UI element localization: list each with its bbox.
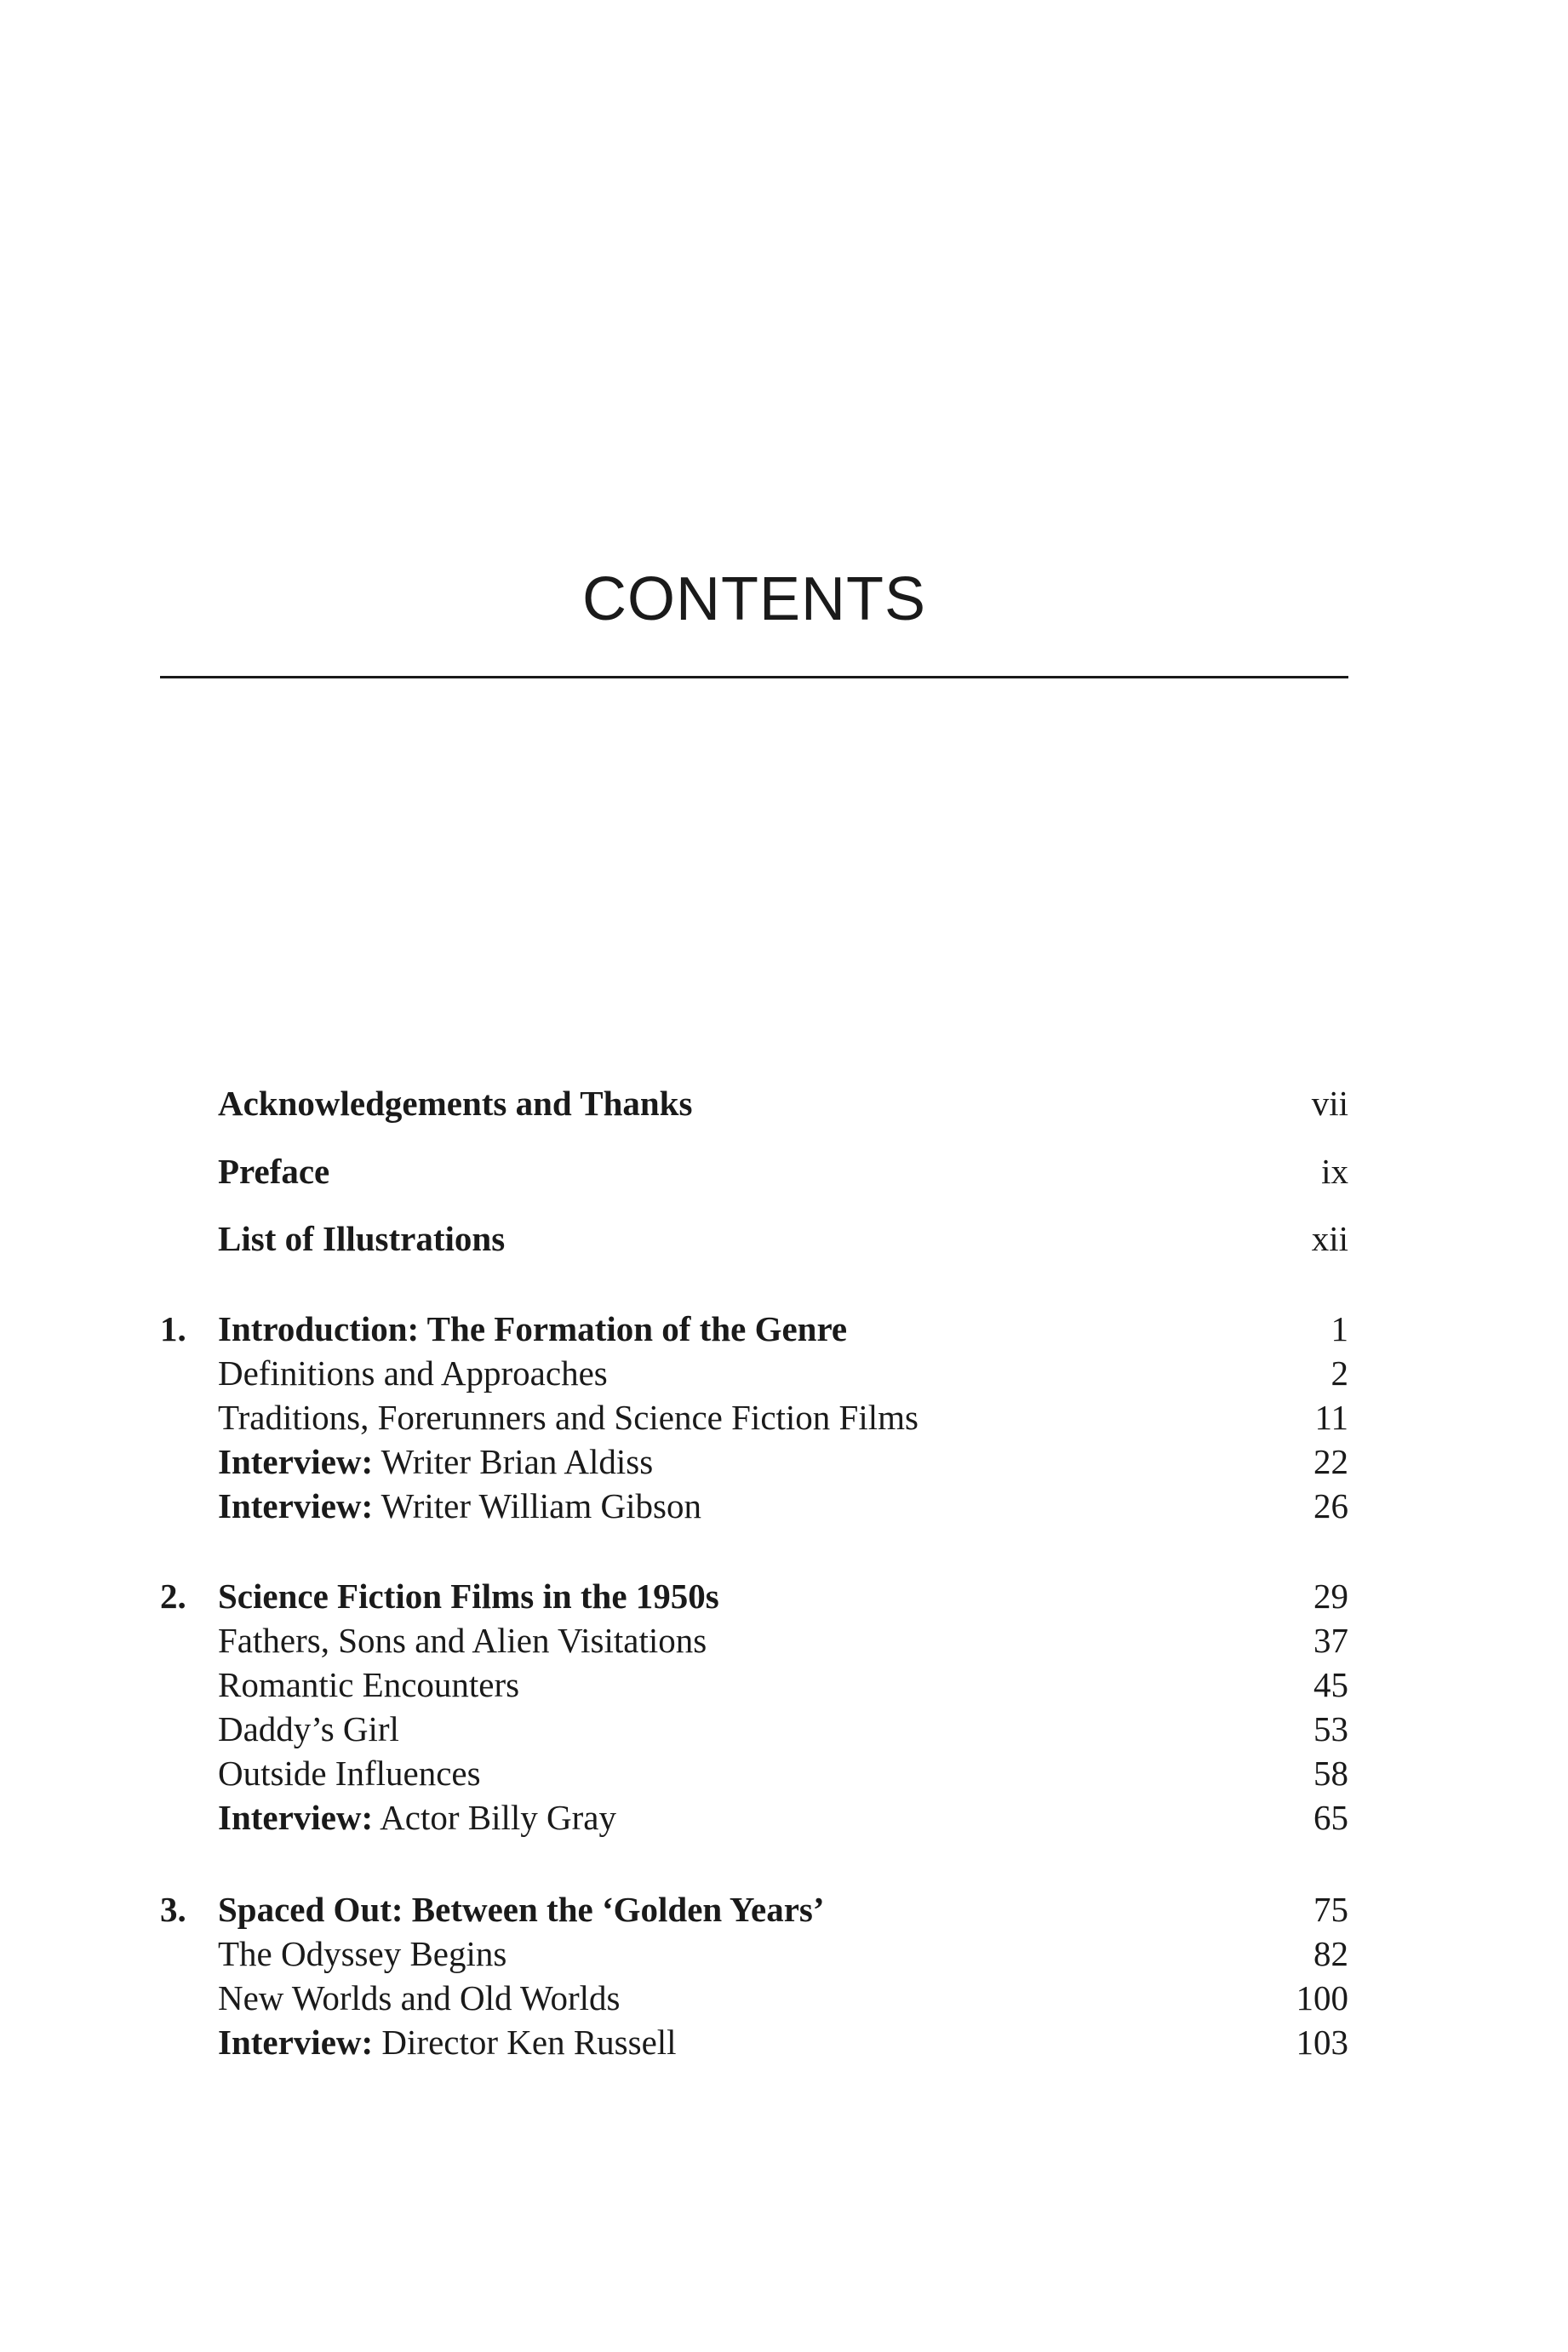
table-of-contents: [160, 0, 1348, 2352]
section-label: Daddy’s Girl: [218, 1709, 399, 1748]
toc-section-interview[interactable]: [160, 1439, 1348, 1484]
chapter-page: 75: [1313, 1890, 1348, 1929]
toc-entry-label: List of Illustrations: [218, 1219, 506, 1258]
toc-section[interactable]: [160, 1662, 1348, 1707]
section-page: 26: [1313, 1486, 1348, 1525]
section-page: 58: [1313, 1754, 1348, 1793]
toc-section[interactable]: [160, 1931, 1348, 1976]
section-label: Interview: Writer William Gibson: [218, 1486, 701, 1525]
section-label: Traditions, Forerunners and Science Fiction Films: [218, 1398, 918, 1437]
toc-section-interview[interactable]: [160, 1484, 1348, 1528]
page-title: CONTENTS: [582, 565, 926, 633]
section-label: Interview: Actor Billy Gray: [218, 1798, 616, 1837]
toc-entry-list-of-illustrations[interactable]: [160, 1216, 1348, 1261]
section-page: 11: [1314, 1398, 1348, 1437]
chapter-number: 3.: [160, 1890, 186, 1929]
toc-section-interview[interactable]: [160, 1795, 1348, 1840]
section-page: 53: [1313, 1709, 1348, 1748]
toc-section[interactable]: [160, 1395, 1348, 1439]
toc-chapter-3[interactable]: [160, 1887, 1348, 1931]
chapter-number: 2.: [160, 1577, 186, 1616]
toc-entry-label: Acknowledgements and Thanks: [218, 1084, 693, 1123]
section-page: 45: [1313, 1665, 1348, 1704]
toc-section[interactable]: [160, 1618, 1348, 1662]
section-label: Romantic Encounters: [218, 1665, 520, 1704]
section-page: 65: [1313, 1798, 1348, 1837]
toc-section[interactable]: [160, 1751, 1348, 1795]
toc-section[interactable]: [160, 1707, 1348, 1751]
section-label: The Odyssey Begins: [218, 1934, 507, 1973]
section-label: Interview: Director Ken Russell: [218, 2023, 677, 2062]
chapter-page: 1: [1331, 1309, 1348, 1348]
section-label: Definitions and Approaches: [218, 1353, 608, 1393]
toc-entry-page: vii: [1311, 1084, 1348, 1123]
chapter-page: 29: [1313, 1577, 1348, 1616]
section-label: Interview: Writer Brian Aldiss: [218, 1442, 654, 1481]
chapter-title: Science Fiction Films in the 1950s: [218, 1577, 719, 1616]
section-label: New Worlds and Old Worlds: [218, 1978, 621, 2017]
toc-chapter-1[interactable]: [160, 1307, 1348, 1351]
toc-chapter-2[interactable]: [160, 1574, 1348, 1618]
section-page: 103: [1296, 2023, 1348, 2062]
chapter-number: 1.: [160, 1309, 186, 1348]
toc-entry-page: ix: [1321, 1152, 1348, 1191]
section-page: 37: [1313, 1621, 1348, 1660]
toc-section-interview[interactable]: [160, 2020, 1348, 2064]
section-label: Fathers, Sons and Alien Visitations: [218, 1621, 707, 1660]
section-page: 22: [1313, 1442, 1348, 1481]
chapter-title: Introduction: The Formation of the Genre: [218, 1309, 848, 1348]
chapter-title: Spaced Out: Between the ‘Golden Years’: [218, 1890, 825, 1929]
toc-section[interactable]: [160, 1976, 1348, 2020]
toc-entry-page: xii: [1311, 1219, 1348, 1258]
section-label: Outside Influences: [218, 1754, 481, 1793]
section-page: 82: [1313, 1934, 1348, 1973]
toc-section[interactable]: [160, 1351, 1348, 1395]
toc-entry-preface[interactable]: [160, 1149, 1348, 1193]
toc-entry-label: Preface: [218, 1152, 330, 1191]
toc-entry-acknowledgements[interactable]: [160, 1081, 1348, 1125]
section-page: 100: [1296, 1978, 1348, 2017]
section-page: 2: [1331, 1353, 1348, 1393]
